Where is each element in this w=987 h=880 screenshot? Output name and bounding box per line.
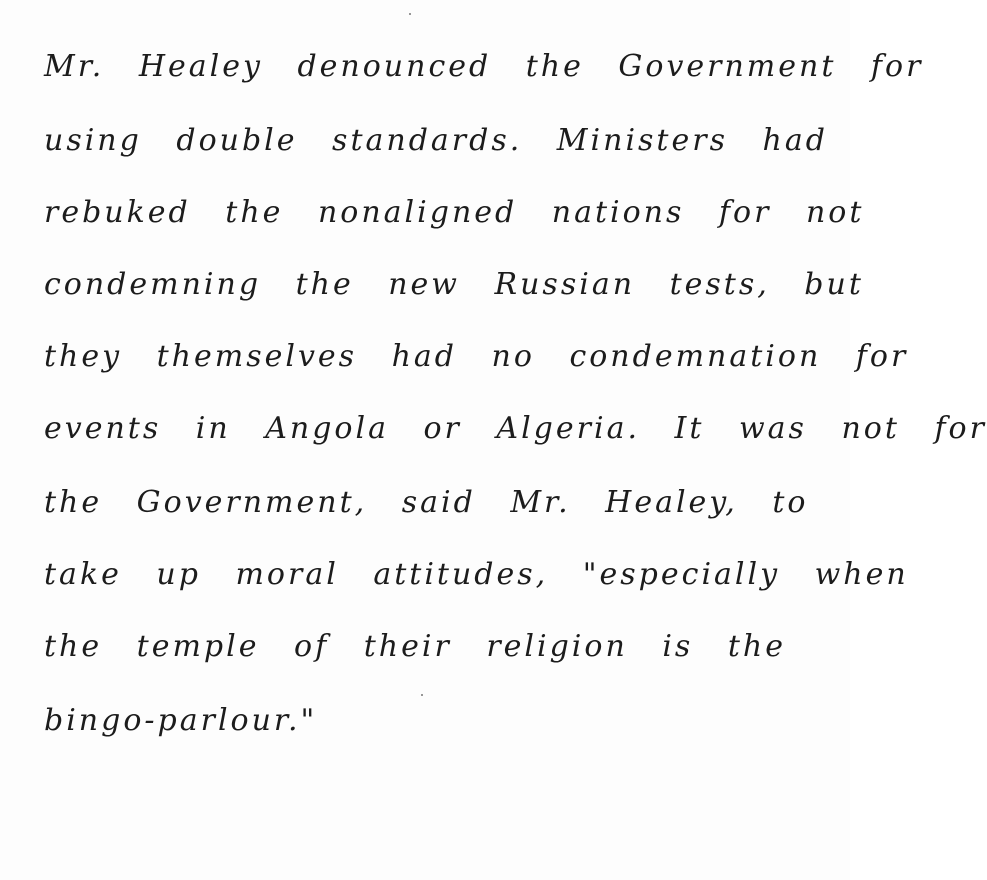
paper-speck xyxy=(409,13,411,15)
text-line: Mr. Healey denounced the Government for xyxy=(44,49,924,84)
text-line: events in Angola or Algeria. It was not for xyxy=(44,411,987,446)
text-line: bingo-parlour." xyxy=(44,703,318,738)
text-line: take up moral attitudes, "especially when xyxy=(44,557,909,592)
paper-speck xyxy=(421,694,423,696)
text-line: condemning the new Russian tests, but xyxy=(44,267,864,302)
text-line: the temple of their religion is the xyxy=(44,629,786,664)
text-line: rebuked the nonaligned nations for not xyxy=(44,195,865,230)
text-line: using double standards. Ministers had xyxy=(44,123,828,158)
text-line: they themselves had no condemnation for xyxy=(44,339,909,374)
text-line: the Government, said Mr. Healey, to xyxy=(44,485,809,520)
